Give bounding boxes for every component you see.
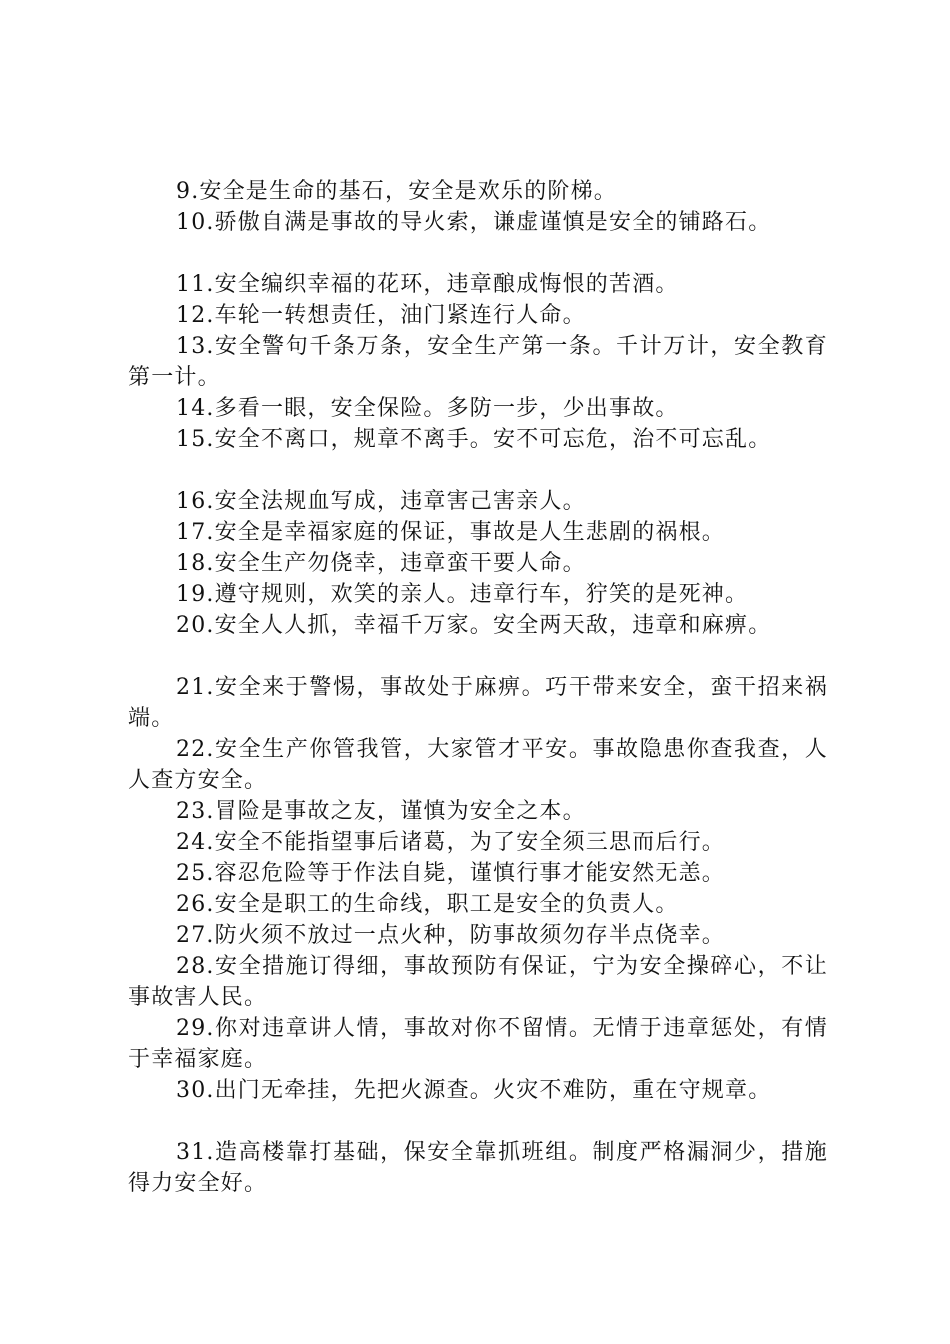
list-item: 27.防火须不放过一点火种，防事故须勿存半点侥幸。 — [176, 923, 725, 948]
list-item: 31.造高楼靠打基础，保安全靠抓班组。制度严格漏洞少，措施得力安全好。 — [128, 1140, 828, 1196]
list-item: 24.安全不能指望事后诸葛，为了安全须三思而后行。 — [176, 830, 725, 855]
list-item: 30.出门无牵挂，先把火源查。火灾不难防，重在守规章。 — [176, 1078, 772, 1103]
paragraph-gap — [128, 455, 828, 486]
list-item: 20.安全人人抓，幸福千万家。安全两天敌，违章和麻痹。 — [176, 613, 772, 638]
paragraph-gap — [128, 1106, 828, 1137]
list-item: 18.安全生产勿侥幸，违章蛮干要人命。 — [176, 551, 586, 576]
list-item: 13.安全警句千条万条，安全生产第一条。千计万计，安全教育第一计。 — [128, 334, 828, 390]
list-item: 10.骄傲自满是事故的导火索，谦虚谨慎是安全的铺路石。 — [176, 210, 772, 235]
list-item: 16.安全法规血写成，违章害己害亲人。 — [176, 489, 586, 514]
list-item: 17.安全是幸福家庭的保证，事故是人生悲剧的祸根。 — [176, 520, 725, 545]
list-item: 21.安全来于警惕，事故处于麻痹。巧干带来安全，蛮干招来祸端。 — [128, 675, 828, 731]
list-item: 19.遵守规则，欢笑的亲人。违章行车，狞笑的是死神。 — [176, 582, 749, 607]
list-item: 22.安全生产你管我管，大家管才平安。事故隐患你查我查，人人查方安全。 — [128, 737, 828, 793]
paragraph-gap — [128, 238, 828, 269]
slogan-list — [128, 176, 828, 1199]
paragraph-gap — [128, 641, 828, 672]
list-item: 12.车轮一转想责任，油门紧连行人命。 — [176, 303, 586, 328]
list-item: 29.你对违章讲人情，事故对你不留情。无情于违章惩处，有情于幸福家庭。 — [128, 1016, 828, 1072]
list-item: 26.安全是职工的生命线，职工是安全的负责人。 — [176, 892, 679, 917]
list-item: 15.安全不离口，规章不离手。安不可忘危，治不可忘乱。 — [176, 427, 772, 452]
list-item: 11.安全编织幸福的花环，违章酿成悔恨的苦酒。 — [176, 272, 679, 297]
list-item: 14.多看一眼，安全保险。多防一步，少出事故。 — [176, 396, 679, 421]
list-item: 23.冒险是事故之友，谨慎为安全之本。 — [176, 799, 586, 824]
list-item: 9.安全是生命的基石，安全是欢乐的阶梯。 — [176, 179, 617, 204]
list-item: 28.安全措施订得细，事故预防有保证，宁为安全操碎心，不让事故害人民。 — [128, 954, 828, 1010]
list-item: 25.容忍危险等于作法自毙，谨慎行事才能安然无恙。 — [176, 861, 725, 886]
